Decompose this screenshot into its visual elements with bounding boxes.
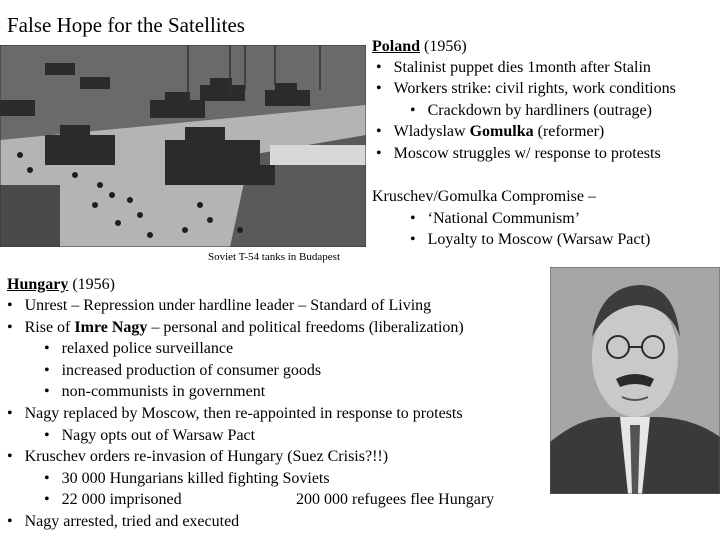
poland-sub-bullet-text: Crackdown by hardliners (outrage) [427,102,652,119]
refugees-text: 200 000 refugees flee Hungary [296,491,495,508]
poland-bullet-text: Stalinist puppet dies 1month after Stalin [393,59,651,76]
hungary-sub-bullet-text: non-communists in government [61,383,266,400]
list-item [376,57,651,78]
bullet: • [410,231,416,248]
hungary-sub-bullet-text: 22 000 imprisoned [61,491,182,508]
list-item [44,360,321,381]
hungary-bullet-text: Nagy replaced by Moscow, then re-appointed in response to protests [24,405,463,422]
photo-caption: Soviet T-54 tanks in Budapest [208,251,340,263]
list-item [44,338,233,359]
hungary-bullet-text: Kruschev orders re-invasion of Hungary (Suez Crisis?!!) [24,448,389,465]
hungary-sub-bullet-text: 30 000 Hungarians killed fighting Soviets [61,470,330,487]
list-item [410,208,580,229]
bullet: • [44,491,50,508]
hungary-bullet-text: – personal and political freedoms (liberalization) [147,319,464,336]
hungary-sub-bullet-text: relaxed police surveillance [61,340,234,357]
list-item [7,403,463,424]
compromise-heading: Kruschev/Gomulka Compromise – [372,188,596,205]
list-item [410,100,652,121]
list-item [410,229,650,250]
hungary-sub-bullet-text: Nagy opts out of Warsaw Pact [61,427,256,444]
list-item [7,317,464,338]
tanks-photo [0,45,366,247]
poland-bullet-text: Workers strike: civil rights, work conditions [393,80,676,97]
bullet: • [7,513,13,530]
bullet: • [376,80,382,97]
bullet: • [7,319,13,336]
nagy-portrait [550,267,720,494]
bullet: • [376,59,382,76]
poland-bullet-text: Wladyslaw [393,123,470,140]
poland-year: (1956) [420,38,467,55]
list-item [376,143,661,164]
bullet: • [44,427,50,444]
slide-title: False Hope for the Satellites [7,13,245,37]
bullet: • [410,210,416,227]
list-item [376,78,676,99]
hungary-bullet-text: Unrest – Repression under hardline leader – Standard of Living [24,297,432,314]
bullet: • [7,405,13,422]
list-item [44,468,330,489]
hungary-sub-bullet-text: increased production of consumer goods [61,362,322,379]
list-item [44,381,265,402]
hungary-country: Hungary [7,276,69,293]
poland-country: Poland [372,38,421,55]
list-item [44,489,182,510]
hungary-bullet-text: Nagy arrested, tried and executed [24,513,240,530]
photo-icon [0,45,366,247]
bullet: • [7,297,13,314]
bullet: • [44,470,50,487]
compromise-item-text: Loyalty to Moscow (Warsaw Pact) [427,231,651,248]
list-item [44,425,255,446]
bullet: • [44,362,50,379]
list-item [7,446,388,467]
bullet: • [44,340,50,357]
list-item [376,121,604,142]
bullet: • [376,145,382,162]
bullet: • [44,383,50,400]
poland-bullet-text: (reformer) [533,123,605,140]
poland-heading [372,36,467,57]
bullet: • [410,102,416,119]
list-item [7,295,431,316]
hungary-bullet-text: Rise of [24,319,75,336]
nagy-name: Imre Nagy [74,319,148,336]
hungary-heading [7,274,115,295]
bullet: • [376,123,382,140]
portrait-icon [550,267,720,494]
hungary-year: (1956) [68,276,115,293]
compromise-item-text: ‘National Communism’ [427,210,581,227]
gomulka-name: Gomulka [469,123,534,140]
list-item [7,511,239,532]
bullet: • [7,448,13,465]
poland-bullet-text: Moscow struggles w/ response to protests [393,145,661,162]
